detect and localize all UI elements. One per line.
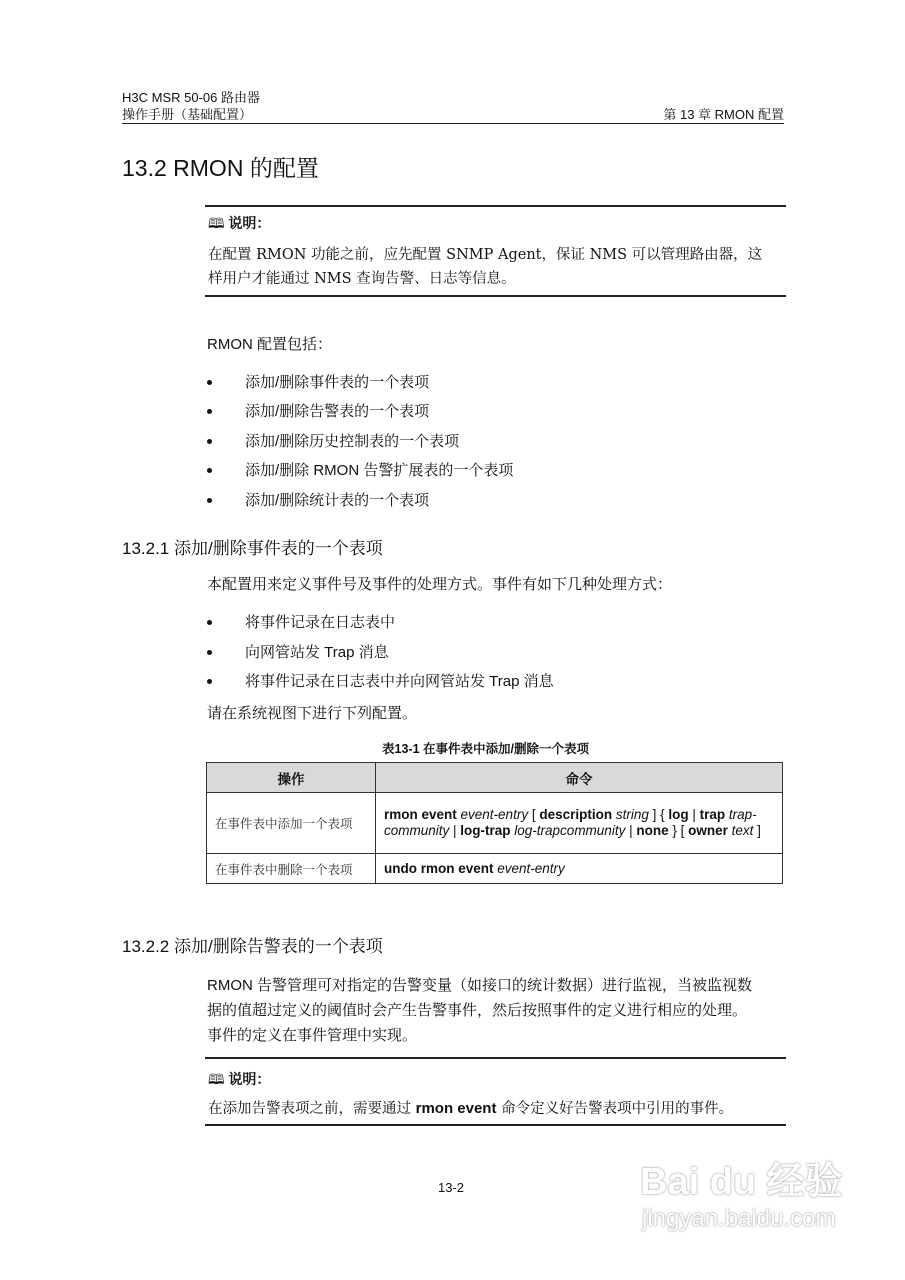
- command-token: owner: [688, 823, 732, 838]
- subsection-title: 13.2.2 添加/删除告警表的一个表项: [122, 937, 383, 956]
- command-token: |: [625, 823, 637, 838]
- note2-pre: 在添加告警表项之前，需要通过: [208, 1101, 416, 1117]
- baidu-watermark: [640, 1150, 843, 1233]
- note2-header: [208, 1069, 270, 1093]
- bullet-icon: [207, 409, 212, 414]
- paragraph-line: RMON 告警管理可对指定的告警变量（如接口的统计数据）进行监视，当被监视数: [207, 977, 752, 994]
- command-table: [206, 762, 783, 884]
- list-item: 添加/删除事件表的一个表项: [245, 374, 430, 391]
- table-caption: 表13-1 在事件表中添加/删除一个表项: [382, 742, 589, 756]
- list-item: 添加/删除历史控制表的一个表项: [245, 432, 460, 450]
- operation-cell: 在事件表中删除一个表项: [207, 854, 376, 884]
- command-token: } [: [668, 823, 689, 838]
- note2-post: 命令定义好告警表项中引用的事件。: [496, 1101, 734, 1117]
- column-header: 操作: [207, 763, 376, 793]
- note-bottom-rule: [205, 1124, 786, 1126]
- page-number: 13-2: [438, 1180, 465, 1195]
- command-token: log-trap: [460, 823, 515, 838]
- watermark-brand: Bai du 经验: [640, 1161, 843, 1203]
- header-manual: 操作手册（基础配置）: [122, 107, 253, 122]
- section-title: 13.2 RMON 的配置: [122, 155, 319, 181]
- command-token: ] {: [648, 807, 669, 822]
- command-token: event-entry: [460, 807, 529, 822]
- command-cell: [376, 793, 783, 854]
- operation-cell: 在事件表中添加一个表项: [207, 793, 376, 854]
- bullet-icon: [207, 439, 212, 444]
- bullet-icon: [207, 380, 212, 385]
- intro-text: RMON 配置包括：: [207, 336, 332, 353]
- command-token: rmon event: [384, 807, 461, 822]
- command-token: event-entry: [497, 860, 565, 876]
- command-token: log-trapcommunity: [514, 823, 626, 838]
- paragraph: 本配置用来定义事件号及事件的处理方式。事件有如下几种处理方式：: [207, 576, 673, 593]
- command-token: trap: [699, 807, 729, 822]
- bullet-icon: [207, 679, 212, 684]
- subsection-title: 13.2.1 添加/删除事件表的一个表项: [122, 539, 383, 558]
- note-bottom-rule: [205, 295, 786, 297]
- bullet-icon: [207, 468, 212, 473]
- command-token: [: [528, 807, 540, 822]
- book-icon: 🕮: [208, 1071, 225, 1087]
- paragraph-line: 据的值超过定义的阈值时会产生告警事件，然后按照事件的定义进行相应的处理。: [207, 1002, 748, 1019]
- command-cell: [376, 854, 783, 884]
- note-label: 说明：: [228, 1071, 271, 1087]
- command-token: |: [688, 807, 700, 822]
- list-item: 将事件记录在日志表中: [245, 614, 396, 631]
- note2-command: rmon event: [415, 1100, 497, 1117]
- command-token: ]: [753, 823, 761, 838]
- column-header: 命令: [376, 763, 783, 793]
- command-token: |: [449, 823, 461, 838]
- command-token: description: [539, 807, 616, 822]
- note-top-rule: [205, 205, 786, 207]
- command-token: text: [731, 823, 754, 838]
- paragraph: 请在系统视图下进行下列配置。: [207, 705, 418, 722]
- command-token: string: [615, 807, 649, 822]
- table-row: [207, 793, 783, 854]
- command-token: log: [668, 807, 689, 822]
- header-product: H3C MSR 50-06 路由器: [122, 90, 260, 105]
- paragraph-line: 事件的定义在事件管理中实现。: [207, 1027, 418, 1044]
- note-label: 说明：: [228, 215, 271, 231]
- list-item: 将事件记录在日志表中并向网管站发 Trap 消息: [245, 673, 554, 690]
- note1-line: 在配置 RMON 功能之前，应先配置 SNMP Agent，保证 NMS 可以管理路由器，这: [208, 247, 763, 263]
- note1-header: [208, 213, 270, 237]
- header-chapter: 第 13 章 RMON 配置: [663, 107, 784, 122]
- note2-text: [208, 1097, 733, 1118]
- book-icon: 🕮: [208, 215, 225, 231]
- bullet-icon: [207, 650, 212, 655]
- bullet-icon: [207, 498, 212, 503]
- list-item: 向网管站发 Trap 消息: [245, 643, 389, 661]
- header-divider: [122, 123, 784, 124]
- bullet-icon: [207, 620, 212, 625]
- note1-line: 样用户才能通过 NMS 查询告警、日志等信息。: [208, 271, 516, 287]
- list-item: 添加/删除告警表的一个表项: [245, 403, 430, 421]
- command-token: trap-community: [384, 807, 757, 838]
- watermark-url: jingyan.baidu.com: [642, 1205, 836, 1232]
- list-item: 添加/删除统计表的一个表项: [245, 491, 430, 509]
- list-item: 添加/删除 RMON 告警扩展表的一个表项: [245, 462, 514, 480]
- note-top-rule: [205, 1057, 786, 1059]
- table-row: [207, 854, 783, 884]
- command-token: undo rmon event: [384, 860, 498, 876]
- table-header-row: [207, 763, 783, 793]
- command-token: none: [636, 823, 669, 838]
